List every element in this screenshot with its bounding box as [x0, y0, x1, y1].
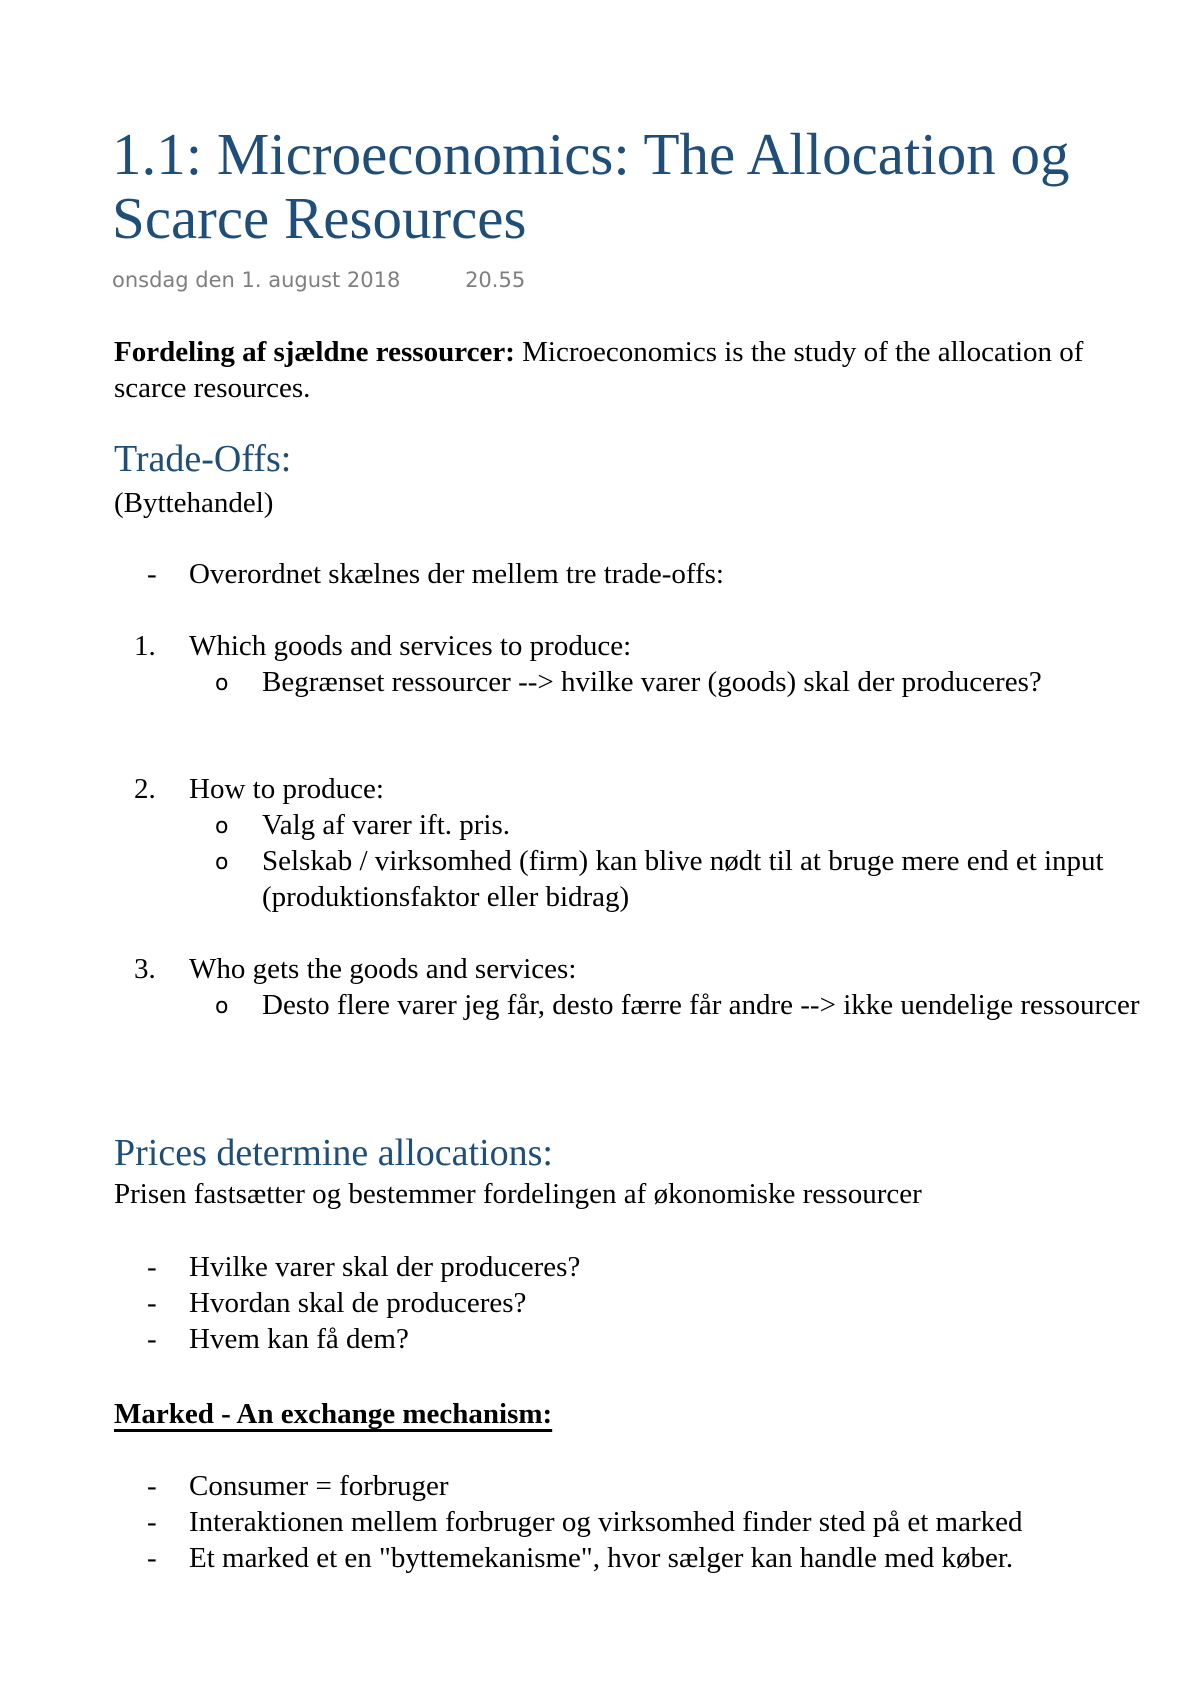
list-item-text: Overordnet skælnes der mellem tre trade-offs: — [189, 558, 724, 590]
dash-bullet-icon: - — [147, 1323, 157, 1355]
list-item-text: Hvordan skal de produceres? — [189, 1287, 527, 1319]
list-item-text: Which goods and services to produce: — [189, 630, 632, 662]
tradeoffs-subtitle: (Byttehandel) — [114, 487, 274, 519]
dash-bullet-icon: - — [147, 1251, 157, 1283]
prices-subtitle: Prisen fastsætter og bestemmer fordelingen af økonomiske ressourcer — [114, 1178, 922, 1210]
list-item-text: Et marked et en "byttemekanisme", hvor sælger kan handle med køber. — [189, 1542, 1014, 1574]
intro-paragraph — [114, 334, 1114, 406]
note-timestamp — [112, 268, 525, 292]
note-date: onsdag den 1. august 2018 — [112, 268, 401, 292]
dash-bullet-icon: - — [147, 1506, 157, 1538]
circle-bullet-icon: o — [215, 850, 229, 875]
list-item-text: Consumer = forbruger — [189, 1470, 449, 1502]
dash-bullet-icon: - — [147, 558, 157, 590]
sub-list-item-text: Selskab / virksomhed (firm) kan blive nødt til at bruge mere end et input (produktionsfaktor eller bidrag) — [262, 845, 1104, 913]
sub-list-item-text: Begrænset ressourcer --> hvilke varer (goods) skal der produceres? — [262, 666, 1042, 698]
list-item-text: Hvilke varer skal der produceres? — [189, 1251, 581, 1283]
intro-bold-label: Fordeling af sjældne ressourcer: — [114, 336, 515, 368]
list-item-text: Interaktionen mellem forbruger og virksomhed finder sted på et marked — [189, 1506, 1023, 1538]
list-item-text: Who gets the goods and services: — [189, 953, 577, 985]
circle-bullet-icon: o — [215, 671, 229, 696]
sub-list-item-text: Desto flere varer jeg får, desto færre får andre --> ikke uendelige ressourcer — [262, 989, 1140, 1021]
list-number: 2. — [134, 773, 156, 805]
dash-bullet-icon: - — [147, 1542, 157, 1574]
intro-text: Microeconomics is the study of the allocation of scarce resources. — [114, 336, 1084, 404]
dash-bullet-icon: - — [147, 1287, 157, 1319]
note-time: 20.55 — [465, 268, 526, 292]
market-heading: Marked - An exchange mechanism: — [114, 1398, 553, 1430]
circle-bullet-icon: o — [215, 994, 229, 1019]
dash-bullet-icon: - — [147, 1470, 157, 1502]
circle-bullet-icon: o — [215, 814, 229, 839]
page-title: 1.1: Microeconomics: The Allocation og Scarce Resources — [112, 121, 1070, 251]
list-number: 1. — [134, 630, 156, 662]
list-item-text: How to produce: — [189, 773, 384, 805]
prices-heading: Prices determine allocations: — [114, 1132, 553, 1174]
sub-list-item-text: Valg af varer ift. pris. — [262, 809, 511, 841]
list-number: 3. — [134, 953, 156, 985]
list-item-text: Hvem kan få dem? — [189, 1323, 409, 1355]
tradeoffs-heading: Trade-Offs: — [114, 438, 292, 480]
